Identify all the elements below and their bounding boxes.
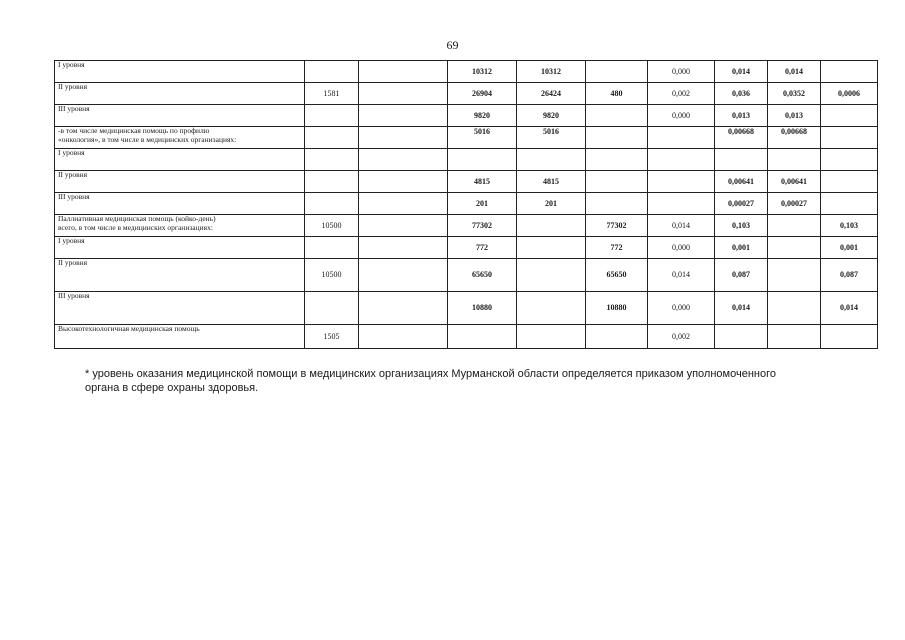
table-cell: 0,002: [648, 325, 715, 349]
row-label-line: «онкология», в том числе в медицинских организациях:: [58, 134, 237, 144]
table-row: [55, 105, 878, 127]
table-cell: [305, 292, 359, 325]
table-cell: 772: [586, 237, 648, 259]
page-number: 69: [446, 38, 459, 52]
table-cell: [305, 237, 359, 259]
row-label-line: I уровня: [58, 60, 85, 69]
table-cell: 0,001: [821, 237, 878, 259]
table-cell: 10312: [517, 61, 586, 83]
table-cell: 0,014: [821, 292, 878, 325]
table-cell: [517, 215, 586, 237]
table-cell: 65650: [586, 259, 648, 292]
table-row: [55, 171, 878, 193]
table-cell: [448, 149, 517, 171]
table-cell: [715, 325, 768, 349]
table-cell: [586, 61, 648, 83]
table-cell: [359, 325, 448, 349]
table-cell: [305, 149, 359, 171]
table-cell: [648, 171, 715, 193]
table-cell: 4815: [448, 171, 517, 193]
table-cell: 10312: [448, 61, 517, 83]
table-cell: [586, 127, 648, 149]
table-cell: 77302: [448, 215, 517, 237]
table-cell: 0,000: [648, 61, 715, 83]
table-row: [55, 237, 878, 259]
table-cell: 0,00641: [768, 171, 821, 193]
table-cell: [768, 149, 821, 171]
table-cell: 1505: [305, 325, 359, 349]
table-cell: 5016: [517, 127, 586, 149]
table-cell: [821, 127, 878, 149]
table-cell: 0,000: [648, 105, 715, 127]
table-cell: 0,014: [715, 292, 768, 325]
table-row: [55, 127, 878, 149]
table-cell: 480: [586, 83, 648, 105]
table-cell: 4815: [517, 171, 586, 193]
table-cell: [448, 325, 517, 349]
table-cell: 0,00668: [715, 127, 768, 149]
table-cell: [715, 149, 768, 171]
table-cell: 10880: [586, 292, 648, 325]
table-row: [55, 259, 878, 292]
row-label-line: II уровня: [58, 82, 88, 91]
table-cell: 77302: [586, 215, 648, 237]
table-cell: 0,000: [648, 292, 715, 325]
row-label-line: -в том числе медицинская помощь по профилю: [58, 126, 210, 135]
row-label: [55, 325, 305, 349]
row-label: [55, 171, 305, 193]
table-cell: [768, 259, 821, 292]
row-label-line: всего, в том числе в медицинских организациях:: [58, 222, 213, 232]
table-cell: [821, 105, 878, 127]
table-cell: [768, 215, 821, 237]
table-cell: 0,036: [715, 83, 768, 105]
table-row: [55, 61, 878, 83]
table-cell: [586, 171, 648, 193]
table-cell: 10880: [448, 292, 517, 325]
table-cell: [821, 325, 878, 349]
table-row: [55, 149, 878, 171]
table-cell: [305, 193, 359, 215]
row-label: [55, 193, 305, 215]
footnote-line: * уровень оказания медицинской помощи в медицинских организациях Мурманской области определяется приказом уполномоченного: [85, 368, 776, 380]
footnote-line: органа в сфере охраны здоровья.: [85, 382, 259, 394]
table-cell: [359, 237, 448, 259]
table-cell: [648, 127, 715, 149]
table-cell: [359, 193, 448, 215]
table-row: [55, 325, 878, 349]
table-cell: 0,087: [715, 259, 768, 292]
table-cell: [517, 325, 586, 349]
table-cell: [359, 259, 448, 292]
table-row: [55, 292, 878, 325]
row-label-line: Высокотехнологичная медицинская помощь: [58, 324, 200, 333]
table-cell: [305, 105, 359, 127]
table-cell: 0,013: [715, 105, 768, 127]
row-label-line: III уровня: [58, 291, 90, 300]
table-cell: 5016: [448, 127, 517, 149]
table-cell: 0,103: [715, 215, 768, 237]
row-label: [55, 105, 305, 127]
table-cell: 0,013: [768, 105, 821, 127]
table-cell: 0,002: [648, 83, 715, 105]
table-cell: 9820: [448, 105, 517, 127]
row-label: [55, 127, 305, 149]
table-cell: 0,014: [648, 215, 715, 237]
table-row: [55, 215, 878, 237]
table-cell: 0,001: [715, 237, 768, 259]
table-cell: [648, 193, 715, 215]
table-cell: [586, 193, 648, 215]
table-cell: 0,00668: [768, 127, 821, 149]
row-label-line: I уровня: [58, 236, 85, 245]
table-row: [55, 83, 878, 105]
row-label-line: III уровня: [58, 104, 90, 113]
table-cell: [517, 149, 586, 171]
table-cell: 772: [448, 237, 517, 259]
table-cell: 65650: [448, 259, 517, 292]
table-cell: [359, 292, 448, 325]
row-label: [55, 61, 305, 83]
table-cell: 9820: [517, 105, 586, 127]
table-cell: 0,00641: [715, 171, 768, 193]
row-label: [55, 215, 305, 237]
table-cell: [821, 61, 878, 83]
table-cell: 0,087: [821, 259, 878, 292]
data-table: [54, 60, 878, 349]
table-cell: [305, 61, 359, 83]
table-cell: [586, 325, 648, 349]
row-label-line: II уровня: [58, 258, 88, 267]
table-cell: [359, 61, 448, 83]
table-cell: [821, 171, 878, 193]
table-cell: [359, 171, 448, 193]
footnote: [85, 367, 855, 395]
table-cell: [305, 171, 359, 193]
table-cell: 0,0352: [768, 83, 821, 105]
table-cell: 201: [517, 193, 586, 215]
table-cell: [517, 237, 586, 259]
table-cell: [768, 292, 821, 325]
table-row: [55, 193, 878, 215]
table-cell: [359, 215, 448, 237]
row-label: [55, 259, 305, 292]
row-label-line: II уровня: [58, 170, 88, 179]
table-cell: [768, 237, 821, 259]
table-cell: [359, 105, 448, 127]
table-cell: [586, 105, 648, 127]
table-cell: [821, 193, 878, 215]
row-label-line: III уровня: [58, 192, 90, 201]
table-cell: 0,103: [821, 215, 878, 237]
table-cell: 26424: [517, 83, 586, 105]
table-cell: 0,00027: [768, 193, 821, 215]
table-cell: [359, 83, 448, 105]
table-cell: 0,014: [768, 61, 821, 83]
row-label: [55, 149, 305, 171]
table-cell: 0,000: [648, 237, 715, 259]
row-label-line: Паллиативная медицинская помощь (койко-день): [58, 214, 216, 223]
table-cell: [305, 127, 359, 149]
table-cell: [359, 149, 448, 171]
row-label: [55, 292, 305, 325]
row-label: [55, 237, 305, 259]
table-cell: [359, 127, 448, 149]
table-cell: [517, 259, 586, 292]
table-cell: [648, 149, 715, 171]
table-cell: 26904: [448, 83, 517, 105]
table-cell: 0,014: [648, 259, 715, 292]
table-cell: 0,0006: [821, 83, 878, 105]
table-cell: 10500: [305, 215, 359, 237]
table-cell: [768, 325, 821, 349]
table-cell: [517, 292, 586, 325]
table-cell: 1581: [305, 83, 359, 105]
table-cell: 0,00027: [715, 193, 768, 215]
row-label-line: I уровня: [58, 148, 85, 157]
table-cell: [821, 149, 878, 171]
table-cell: 0,014: [715, 61, 768, 83]
table-cell: 10500: [305, 259, 359, 292]
table-cell: 201: [448, 193, 517, 215]
row-label: [55, 83, 305, 105]
table-cell: [586, 149, 648, 171]
